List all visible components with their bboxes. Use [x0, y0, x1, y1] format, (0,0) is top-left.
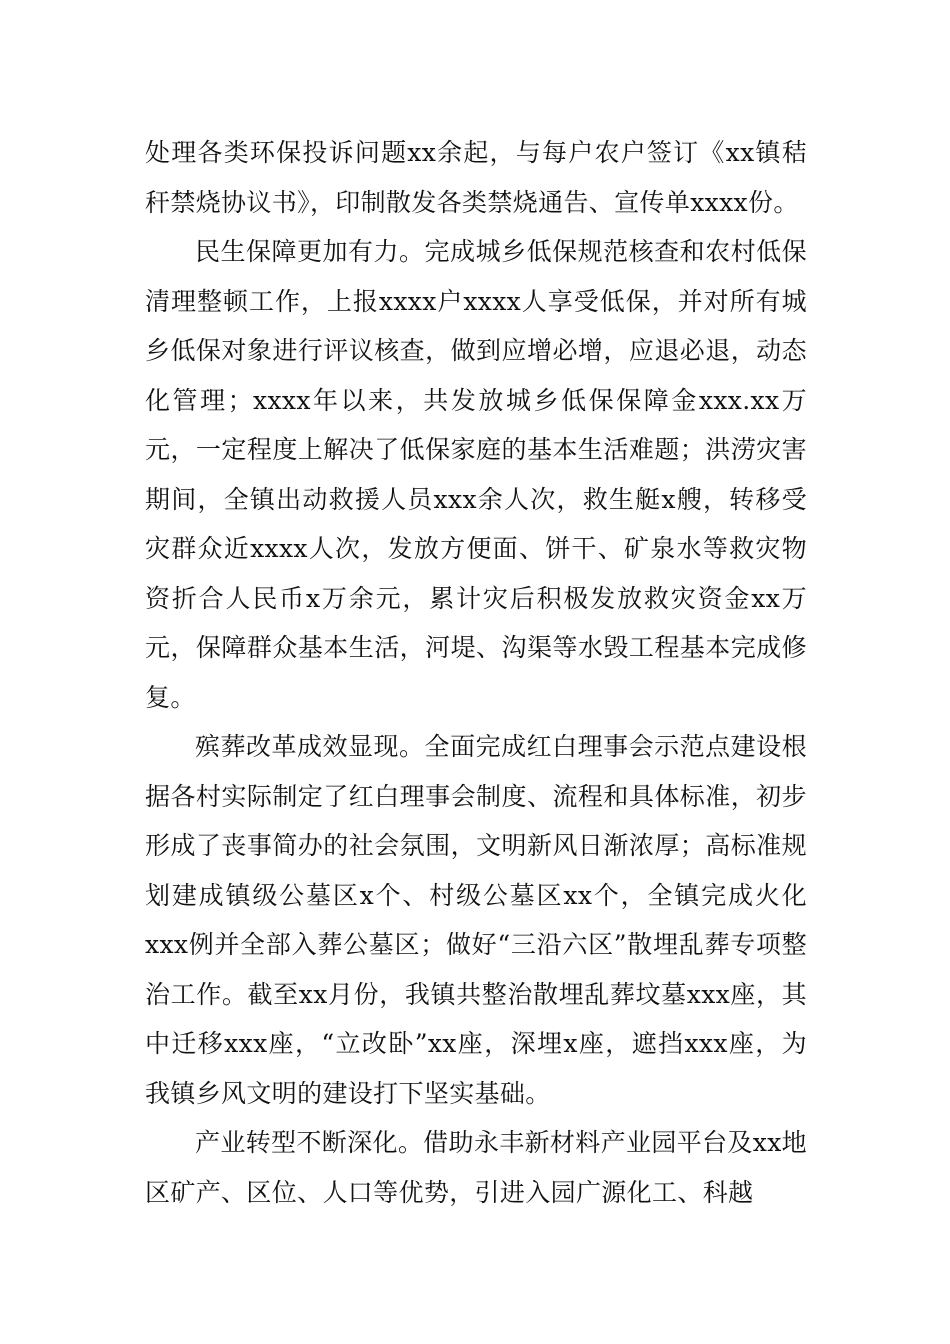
- paragraph-livelihood-security: 民生保障更加有力。完成城乡低保规范核查和农村低保清理整顿工作，上报xxxx户xxxx人享受低保，并对所有城乡低保对象进行评议核查，做到应增必增，应退必退，动态化管理；xxxx年以来，共发放城乡低保保障金xxx.xx万元，一定程度上解决了低保家庭的基本生活难题；洪涝灾害期间，全镇出动救援人员xxx余人次，救生艇x艘，转移受灾群众近xxxx人次，发放方便面、饼干、矿泉水等救灾物资折合人民币x万余元，累计灾后积极发放救灾资金xx万元，保障群众基本生活，河堤、沟渠等水毁工程基本完成修复。: [145, 237, 807, 712]
- document-body: [145, 128, 807, 1217]
- paragraph-industry-transformation: 产业转型不断深化。借助永丰新材料产业园平台及xx地区矿产、区位、人口等优势，引进入园广源化工、科越: [145, 1128, 807, 1207]
- paragraph-env-complaints: 处理各类环保投诉问题xx余起，与每户农户签订《xx镇秸秆禁烧协议书》，印制散发各类禁烧通告、宣传单xxxx份。: [145, 138, 807, 217]
- paragraph-funeral-reform: 殡葬改革成效显现。全面完成红白理事会示范点建设根据各村实际制定了红白理事会制度、流程和具体标准，初步形成了丧事简办的社会氛围，文明新风日渐浓厚；高标准规划建成镇级公墓区x个、村级公墓区xx个，全镇完成火化xxx例并全部入葬公墓区；做好“三沿六区”散埋乱葬专项整治工作。截至xx月份，我镇共整治散埋乱葬坟墓xxx座，其中迁移xxx座，“立改卧”xx座，深埋x座，遮挡xxx座，为我镇乡风文明的建设打下坚实基础。: [145, 732, 807, 1108]
